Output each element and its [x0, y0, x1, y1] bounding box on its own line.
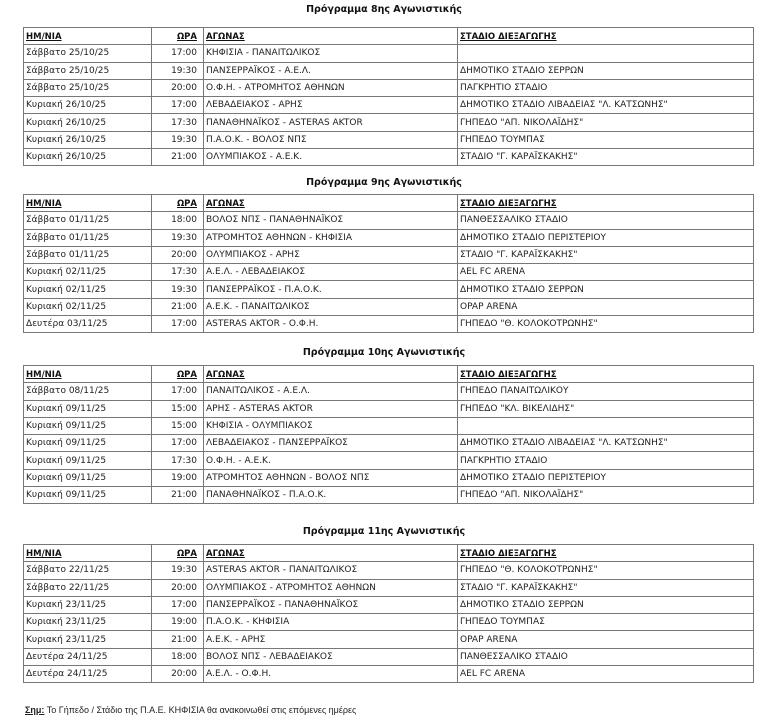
cell-venue: ΣΤΑΔΙΟ "Γ. ΚΑΡΑΪΣΚΑΚΗΣ" — [458, 246, 754, 263]
cell-date: Σάββατο 01/11/25 — [24, 212, 152, 229]
column-header-match: ΑΓΩΝΑΣ — [204, 195, 458, 212]
round-title: Πρόγραμμα 8ης Αγωνιστικής — [306, 4, 462, 15]
cell-time: 17:00 — [152, 316, 204, 333]
cell-match: Α.Ε.Λ. - ΛΕΒΑΔΕΙΑΚΟΣ — [204, 264, 458, 281]
cell-venue: AEL FC ARENA — [458, 666, 754, 683]
cell-time: 21:00 — [152, 487, 204, 504]
table-row — [24, 246, 754, 263]
cell-time: 17:30 — [152, 264, 204, 281]
cell-match: ΠΑΝΑΙΤΩΛΙΚΟΣ - Α.Ε.Λ. — [204, 383, 458, 400]
cell-venue: ΔΗΜΟΤΙΚΟ ΣΤΑΔΙΟ ΣΕΡΡΩΝ — [458, 281, 754, 298]
cell-time: 21:00 — [152, 149, 204, 166]
cell-time: 20:00 — [152, 79, 204, 96]
table-row — [24, 469, 754, 486]
cell-venue: ΔΗΜΟΤΙΚΟ ΣΤΑΔΙΟ ΣΕΡΡΩΝ — [458, 62, 754, 79]
cell-time: 18:00 — [152, 648, 204, 665]
cell-match: ΒΟΛΟΣ ΝΠΣ - ΠΑΝΑΘΗΝΑΪΚΟΣ — [204, 212, 458, 229]
table-header-row — [24, 366, 754, 383]
cell-date: Σάββατο 22/11/25 — [24, 579, 152, 596]
cell-venue: ΔΗΜΟΤΙΚΟ ΣΤΑΔΙΟ ΛΙΒΑΔΕΙΑΣ "Λ. ΚΑΤΣΩΝΗΣ" — [458, 435, 754, 452]
column-header-match: ΑΓΩΝΑΣ — [204, 366, 458, 383]
table-row — [24, 79, 754, 96]
cell-match: Ο.Φ.Η. - ΑΤΡΟΜΗΤΟΣ ΑΘΗΝΩΝ — [204, 79, 458, 96]
table-row — [24, 435, 754, 452]
column-header-venue: ΣΤΑΔΙΟ ΔΙΕΞΑΓΩΓΗΣ — [458, 195, 754, 212]
cell-date: Σάββατο 22/11/25 — [24, 562, 152, 579]
cell-date: Κυριακή 23/11/25 — [24, 614, 152, 631]
cell-time: 19:30 — [152, 62, 204, 79]
cell-time: 15:00 — [152, 417, 204, 434]
cell-time: 20:00 — [152, 246, 204, 263]
table-row — [24, 264, 754, 281]
cell-date: Κυριακή 09/11/25 — [24, 469, 152, 486]
cell-time: 20:00 — [152, 579, 204, 596]
column-header-time: ΩΡΑ — [152, 195, 204, 212]
cell-match: ΛΕΒΑΔΕΙΑΚΟΣ - ΠΑΝΣΕΡΡΑΪΚΟΣ — [204, 435, 458, 452]
table-row — [24, 131, 754, 148]
table-row — [24, 212, 754, 229]
cell-match: ΟΛΥΜΠΙΑΚΟΣ - ΑΡΗΣ — [204, 246, 458, 263]
cell-time: 17:00 — [152, 383, 204, 400]
cell-time: 17:30 — [152, 452, 204, 469]
cell-venue: ΓΗΠΕΔΟ "ΑΠ. ΝΙΚΟΛΑΪΔΗΣ" — [458, 114, 754, 131]
table-row — [24, 417, 754, 434]
footnote-label: Σημ: — [25, 705, 45, 715]
cell-match: Ο.Φ.Η. - Α.Ε.Κ. — [204, 452, 458, 469]
table-row — [24, 229, 754, 246]
column-header-time: ΩΡΑ — [152, 28, 204, 45]
schedule-table — [23, 365, 754, 504]
cell-match: Α.Ε.Κ. - ΑΡΗΣ — [204, 631, 458, 648]
cell-match: ΠΑΝΑΘΗΝΑΪΚΟΣ - Π.Α.Ο.Κ. — [204, 487, 458, 504]
table-row — [24, 579, 754, 596]
footnote-text: Το Γήπεδο / Στάδιο της Π.Α.Ε. ΚΗΦΙΣΙΑ θα ανακοινωθεί στις επόμενες ημέρες — [44, 705, 357, 715]
cell-venue: ΓΗΠΕΔΟ ΤΟΥΜΠΑΣ — [458, 131, 754, 148]
cell-time: 18:00 — [152, 212, 204, 229]
cell-venue: ΓΗΠΕΔΟ "Θ. ΚΟΛΟΚΟΤΡΩΝΗΣ" — [458, 562, 754, 579]
cell-date: Δευτέρα 03/11/25 — [24, 316, 152, 333]
table-row — [24, 298, 754, 315]
cell-date: Δευτέρα 24/11/25 — [24, 648, 152, 665]
cell-venue: ΔΗΜΟΤΙΚΟ ΣΤΑΔΙΟ ΠΕΡΙΣΤΕΡΙΟΥ — [458, 229, 754, 246]
table-row — [24, 487, 754, 504]
cell-match: ΒΟΛΟΣ ΝΠΣ - ΛΕΒΑΔΕΙΑΚΟΣ — [204, 648, 458, 665]
table-row — [24, 97, 754, 114]
cell-date: Κυριακή 09/11/25 — [24, 452, 152, 469]
cell-venue: ΣΤΑΔΙΟ "Γ. ΚΑΡΑΪΣΚΑΚΗΣ" — [458, 149, 754, 166]
table-header-row — [24, 195, 754, 212]
column-header-time: ΩΡΑ — [152, 366, 204, 383]
cell-date: Κυριακή 26/10/25 — [24, 149, 152, 166]
table-row — [24, 614, 754, 631]
cell-venue: ΣΤΑΔΙΟ "Γ. ΚΑΡΑΪΣΚΑΚΗΣ" — [458, 579, 754, 596]
column-header-date: ΗΜ/ΝΙΑ — [24, 195, 152, 212]
cell-match: ΛΕΒΑΔΕΙΑΚΟΣ - ΑΡΗΣ — [204, 97, 458, 114]
round-title: Πρόγραμμα 9ης Αγωνιστικής — [306, 177, 462, 188]
cell-venue: ΓΗΠΕΔΟ ΤΟΥΜΠΑΣ — [458, 614, 754, 631]
cell-venue: ΠΑΓΚΡΗΤΙΟ ΣΤΑΔΙΟ — [458, 452, 754, 469]
cell-date: Δευτέρα 24/11/25 — [24, 666, 152, 683]
cell-match: ΑΤΡΟΜΗΤΟΣ ΑΘΗΝΩΝ - ΚΗΦΙΣΙΑ — [204, 229, 458, 246]
cell-time: 19:00 — [152, 469, 204, 486]
cell-time: 21:00 — [152, 631, 204, 648]
cell-time: 17:00 — [152, 596, 204, 613]
cell-date: Κυριακή 09/11/25 — [24, 400, 152, 417]
cell-match: Α.Ε.Κ. - ΠΑΝΑΙΤΩΛΙΚΟΣ — [204, 298, 458, 315]
cell-date: Σάββατο 08/11/25 — [24, 383, 152, 400]
column-header-venue: ΣΤΑΔΙΟ ΔΙΕΞΑΓΩΓΗΣ — [458, 28, 754, 45]
table-row — [24, 562, 754, 579]
cell-time: 20:00 — [152, 666, 204, 683]
cell-match: ΚΗΦΙΣΙΑ - ΟΛΥΜΠΙΑΚΟΣ — [204, 417, 458, 434]
cell-date: Κυριακή 26/10/25 — [24, 131, 152, 148]
cell-venue: OPAP ARENA — [458, 631, 754, 648]
cell-date: Κυριακή 26/10/25 — [24, 114, 152, 131]
cell-date: Κυριακή 02/11/25 — [24, 281, 152, 298]
column-header-date: ΗΜ/ΝΙΑ — [24, 366, 152, 383]
round-title: Πρόγραμμα 10ης Αγωνιστικής — [302, 347, 466, 358]
cell-time: 17:00 — [152, 97, 204, 114]
cell-match: ΑΡΗΣ - ASTERAS AKTOR — [204, 400, 458, 417]
cell-venue: ΓΗΠΕΔΟ "Θ. ΚΟΛΟΚΟΤΡΩΝΗΣ" — [458, 316, 754, 333]
cell-venue: ΔΗΜΟΤΙΚΟ ΣΤΑΔΙΟ ΣΕΡΡΩΝ — [458, 596, 754, 613]
cell-date: Κυριακή 26/10/25 — [24, 97, 152, 114]
cell-date: Κυριακή 23/11/25 — [24, 631, 152, 648]
table-header-row — [24, 545, 754, 562]
cell-match: ΚΗΦΙΣΙΑ - ΠΑΝΑΙΤΩΛΙΚΟΣ — [204, 45, 458, 62]
table-row — [24, 666, 754, 683]
cell-match: ΠΑΝΣΕΡΡΑΪΚΟΣ - ΠΑΝΑΘΗΝΑΪΚΟΣ — [204, 596, 458, 613]
table-row — [24, 648, 754, 665]
table-row — [24, 281, 754, 298]
cell-match: Π.Α.Ο.Κ. - ΚΗΦΙΣΙΑ — [204, 614, 458, 631]
cell-match: ASTERAS AKTOR - Ο.Φ.Η. — [204, 316, 458, 333]
table-row — [24, 45, 754, 62]
cell-date: Κυριακή 02/11/25 — [24, 298, 152, 315]
table-row — [24, 316, 754, 333]
column-header-date: ΗΜ/ΝΙΑ — [24, 28, 152, 45]
cell-time: 17:30 — [152, 114, 204, 131]
table-row — [24, 383, 754, 400]
cell-time: 19:30 — [152, 131, 204, 148]
cell-venue: ΓΗΠΕΔΟ ΠΑΝΑΙΤΩΛΙΚΟΥ — [458, 383, 754, 400]
cell-time: 19:00 — [152, 614, 204, 631]
cell-date: Κυριακή 09/11/25 — [24, 417, 152, 434]
cell-venue: OPAP ARENA — [458, 298, 754, 315]
cell-venue: ΠΑΝΘΕΣΣΑΛΙΚΟ ΣΤΑΔΙΟ — [458, 648, 754, 665]
cell-date: Κυριακή 09/11/25 — [24, 435, 152, 452]
table-row — [24, 149, 754, 166]
column-header-date: ΗΜ/ΝΙΑ — [24, 545, 152, 562]
cell-venue: ΓΗΠΕΔΟ "ΑΠ. ΝΙΚΟΛΑΪΔΗΣ" — [458, 487, 754, 504]
cell-date: Κυριακή 23/11/25 — [24, 596, 152, 613]
cell-match: Π.Α.Ο.Κ. - ΒΟΛΟΣ ΝΠΣ — [204, 131, 458, 148]
cell-match: ΟΛΥΜΠΙΑΚΟΣ - ΑΤΡΟΜΗΤΟΣ ΑΘΗΝΩΝ — [204, 579, 458, 596]
cell-date: Κυριακή 02/11/25 — [24, 264, 152, 281]
cell-date: Σάββατο 25/10/25 — [24, 45, 152, 62]
cell-match: ΠΑΝΑΘΗΝΑΪΚΟΣ - ASTERAS AKTOR — [204, 114, 458, 131]
table-row — [24, 114, 754, 131]
cell-venue: AEL FC ARENA — [458, 264, 754, 281]
cell-match: ASTERAS AKTOR - ΠΑΝΑΙΤΩΛΙΚΟΣ — [204, 562, 458, 579]
schedule-table — [23, 27, 754, 166]
table-header-row — [24, 28, 754, 45]
table-row — [24, 452, 754, 469]
column-header-venue: ΣΤΑΔΙΟ ΔΙΕΞΑΓΩΓΗΣ — [458, 366, 754, 383]
table-row — [24, 631, 754, 648]
table-row — [24, 62, 754, 79]
cell-venue: ΔΗΜΟΤΙΚΟ ΣΤΑΔΙΟ ΠΕΡΙΣΤΕΡΙΟΥ — [458, 469, 754, 486]
cell-venue: ΓΗΠΕΔΟ "ΚΛ. ΒΙΚΕΛΙΔΗΣ" — [458, 400, 754, 417]
cell-time: 19:30 — [152, 281, 204, 298]
column-header-venue: ΣΤΑΔΙΟ ΔΙΕΞΑΓΩΓΗΣ — [458, 545, 754, 562]
round-title: Πρόγραμμα 11ης Αγωνιστικής — [302, 526, 466, 537]
cell-venue — [458, 45, 754, 62]
cell-match: ΟΛΥΜΠΙΑΚΟΣ - Α.Ε.Κ. — [204, 149, 458, 166]
cell-time: 19:30 — [152, 562, 204, 579]
cell-date: Κυριακή 09/11/25 — [24, 487, 152, 504]
schedule-table — [23, 544, 754, 683]
column-header-time: ΩΡΑ — [152, 545, 204, 562]
schedule-table — [23, 194, 754, 333]
table-row — [24, 596, 754, 613]
cell-time: 21:00 — [152, 298, 204, 315]
cell-venue: ΔΗΜΟΤΙΚΟ ΣΤΑΔΙΟ ΛΙΒΑΔΕΙΑΣ "Λ. ΚΑΤΣΩΝΗΣ" — [458, 97, 754, 114]
cell-match: Α.Ε.Λ. - Ο.Φ.Η. — [204, 666, 458, 683]
cell-time: 17:00 — [152, 435, 204, 452]
cell-venue: ΠΑΓΚΡΗΤΙΟ ΣΤΑΔΙΟ — [458, 79, 754, 96]
cell-date: Σάββατο 25/10/25 — [24, 62, 152, 79]
cell-date: Σάββατο 01/11/25 — [24, 246, 152, 263]
cell-match: ΑΤΡΟΜΗΤΟΣ ΑΘΗΝΩΝ - ΒΟΛΟΣ ΝΠΣ — [204, 469, 458, 486]
table-row — [24, 400, 754, 417]
footnote — [25, 705, 356, 715]
cell-time: 19:30 — [152, 229, 204, 246]
cell-venue: ΠΑΝΘΕΣΣΑΛΙΚΟ ΣΤΑΔΙΟ — [458, 212, 754, 229]
cell-match: ΠΑΝΣΕΡΡΑΪΚΟΣ - Π.Α.Ο.Κ. — [204, 281, 458, 298]
cell-match: ΠΑΝΣΕΡΡΑΪΚΟΣ - Α.Ε.Λ. — [204, 62, 458, 79]
cell-time: 15:00 — [152, 400, 204, 417]
cell-date: Σάββατο 25/10/25 — [24, 79, 152, 96]
cell-date: Σάββατο 01/11/25 — [24, 229, 152, 246]
cell-venue — [458, 417, 754, 434]
cell-time: 17:00 — [152, 45, 204, 62]
column-header-match: ΑΓΩΝΑΣ — [204, 28, 458, 45]
column-header-match: ΑΓΩΝΑΣ — [204, 545, 458, 562]
